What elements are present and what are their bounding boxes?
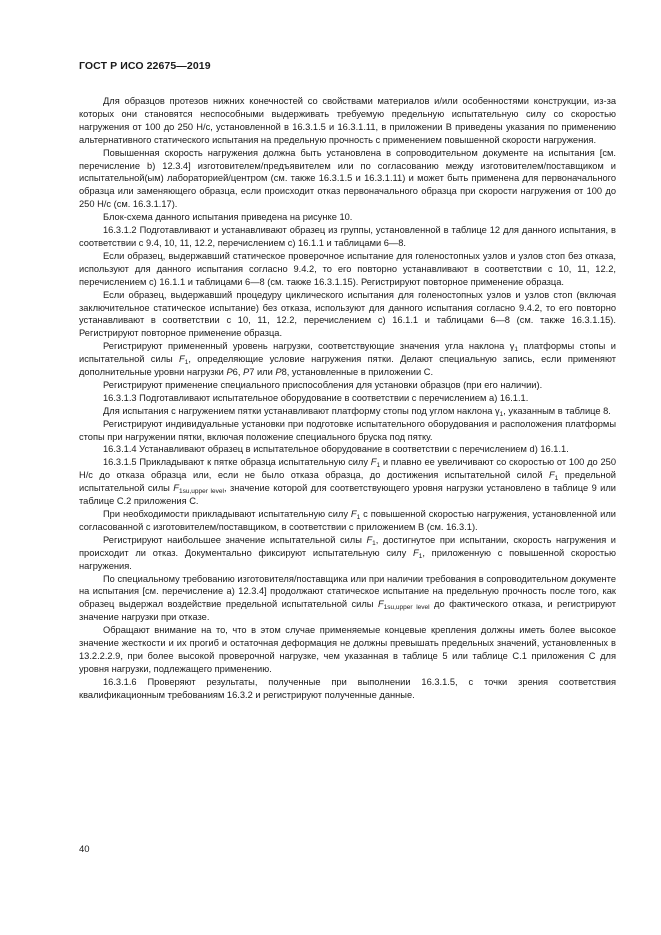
paragraph: Для испытания с нагружением пятки устанавливают платформу стопы под углом наклона $\gamma_1$, указанным в таблице 8. — [103, 405, 611, 418]
paragraph: Блок-схема данного испытания приведена на рисунке 10. — [103, 212, 353, 223]
paragraph: 16.3.1.2 Подготавливают и устанавливают образец из группы, установленной в таблице 12 для данного испытания, в соответствии с 9.4, 10, 11, 12.2, перечислением с) 16.1.1 и таблицами 6—8. — [79, 225, 616, 248]
paragraph: По специальному требованию изготовителя/поставщика или при наличии требования в сопроводительном документе на испытания [см. перечисление а) 12.3.4] продолжают статическое испытание на предельную прочность после того, как образец выдержал воздействие предельной испытательной силы $F_{1su,upper level}$ до фактического отказа, и регистрируют значение нагрузки при отказе. — [79, 573, 616, 623]
paragraph: Если образец, выдержавший статическое проверочное испытание для голеностопных узлов и узлов стоп без отказа, используют для данного испытания согласно 9.4.2, то его повторно устанавливают в соответствии с 10, 11, 12.2, перечислением с) 16.1.1 и таблицами 6—8 (см. также 16.3.1.15). Регистрируют повторное применение образца. — [79, 250, 616, 287]
paragraph: 16.3.1.4 Устанавливают образец в испытательное оборудование в соответствии с перечислением d) 16.1.1. — [103, 444, 569, 455]
paragraph: Если образец, выдержавший процедуру циклического испытания для голеностопных узлов и узлов стоп (включая заключительное статическое испытание) без отказа, используют для данного испытания согласно 9.4.2, то его повторно устанавливают в соответствии с 10, 11, 12.2, перечислением с) 16.1.1 и таблицами 6—8 (см. также 16.3.1.15). Регистрируют повторное применение образца. — [79, 289, 616, 339]
paragraph: Регистрируют индивидуальные установки при подготовке испытательного оборудования и расположения платформы стопы при нагружении пятки, включая положение специального бруска под пятку. — [79, 418, 616, 442]
paragraph: 16.3.1.3 Подготавливают испытательное оборудование в соответствии с перечислением а) 16.1.1. — [103, 392, 529, 403]
paragraph: Для образцов протезов нижних конечностей со свойствами материалов и/или особенностями конструкции, из-за которых они становятся неспособными выдерживать требуемую предельную испытательную силу со скоростью нагружения от 100 до 250 Н/с, установленной в 16.3.1.5 и 16.3.1.11, в приложении В приведены указания по применению альтернативного статического испытания на предельную прочность с применением повышенной скорости нагружения. — [79, 96, 616, 145]
standard-code-header: ГОСТ Р ИСО 22675—2019 — [79, 60, 211, 72]
paragraph: При необходимости прикладывают испытательную силу $F_1$ с повышенной скоростью нагружения, установленной или согласованной с изготовителем/поставщиком, в соответствии с приложением В (см. 16.3.1). — [79, 509, 616, 532]
paragraph: 16.3.1.5 Прикладывают к пятке образца испытательную силу $F_1$ и плавно ее увеличивают со скоростью от 100 до 250 Н/с до отказа образца или, если не было отказа образца, до достижения испытательной силой $F_1$ предельной испытательной силы $F_{1su,upper level}$, значение которой для соответствующего уровня нагрузки установлено в таблице 9 или таблице С.2 приложения С. — [79, 457, 616, 507]
paragraph: Обращают внимание на то, что в этом случае применяемые концевые крепления должны иметь более высокое значение жесткости и их прогиб и остаточная деформация не должны превышать предельных значений, установленных в 13.2.2.2.9, при более высокой проверочной нагрузке, чем указанная в таблице 5 или таблице С.1 приложения С для уровня нагрузки, подлежащего применению. — [79, 625, 616, 674]
paragraph: Регистрируют наибольшее значение испытательной силы $F_1$, достигнутое при испытании, скорость нагружения и происходит ли отказ. Документально фиксируют испытательную силу $F_1$, приложенную с повышенной скоростью нагружения. — [79, 534, 616, 571]
page-number: 40 — [79, 844, 90, 855]
paragraph: Повышенная скорость нагружения должна быть установлена в сопроводительном документе на испытания [см. перечисление b) 12.3.4] изготовителем/предъявителем или по согласованию между изготовителем/поставщиком и испытательной(ым) лабораторией/центром (см. также 16.3.1.5 и 16.3.1.11) и может быть применена для первоначального образца или заменяющего образца, если происходит отказ первоначального образца при скорости нагружения от 100 до 250 Н/с (см. 16.3.1.17). — [79, 147, 616, 210]
paragraph: Регистрируют примененный уровень нагрузки, соответствующие значения угла наклона $\gamma_1$ платформы стопы и испытательной силы $F_1$, определяющие условие нагружения пятки. Делают специальную запись, если применяют дополнительные уровни нагрузки P6, P7 или P8, установленные в приложении С. — [79, 341, 616, 378]
paragraph: Регистрируют применение специального приспособления для установки образцов (при его наличии). — [103, 379, 543, 390]
body-text — [79, 95, 616, 702]
paragraph: 16.3.1.6 Проверяют результаты, полученные при выполнении 16.3.1.5, с точки зрения соответствия квалификационным требованиям 16.3.2 и регистрируют полученные данные. — [79, 676, 616, 700]
